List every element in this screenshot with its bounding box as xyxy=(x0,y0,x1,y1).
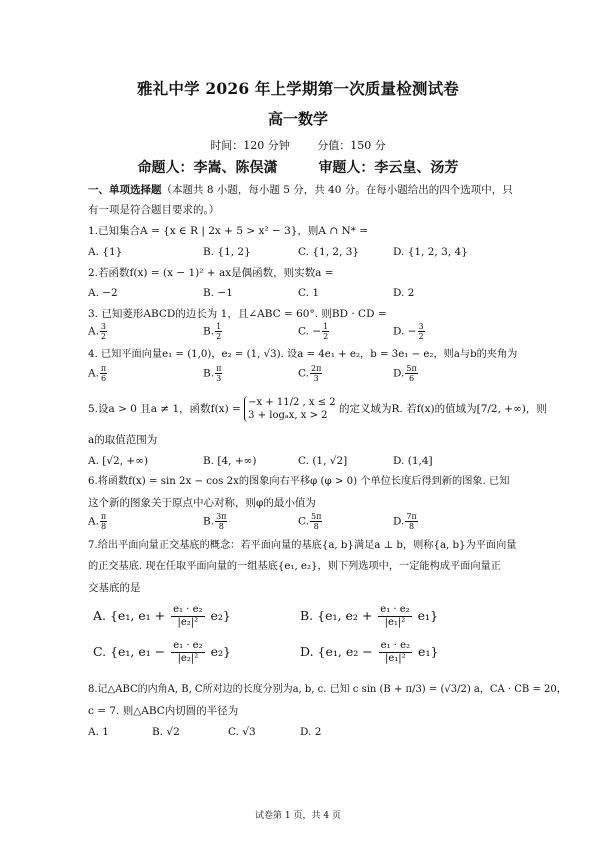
q7-a-num: e₁ · e₂ xyxy=(173,604,203,615)
q7-c-den: |e₂|² xyxy=(177,653,199,664)
q6-a-den: 8 xyxy=(101,522,107,531)
q4-b-den: 3 xyxy=(216,374,222,383)
q7-a-frac xyxy=(171,604,204,629)
q1-option-d: D. {1, 2, 3, 4} xyxy=(393,246,468,258)
q4-option-b xyxy=(203,364,223,383)
q7-b-frac xyxy=(378,604,411,629)
q4-stem: 4. 已知平面向量e₁ = (1,0)，e₂ = (1, √3). 设a = 4e₁ + e₂，b = 3e₁ − e₂，则a与b的夹角为 xyxy=(88,349,518,360)
q4-b-frac xyxy=(215,364,222,383)
q4-option-c xyxy=(298,364,323,383)
q6-a-num: π xyxy=(100,512,107,521)
q3-b-den: 2 xyxy=(216,332,222,341)
q3-d-label: D. − xyxy=(393,325,417,338)
q4-d-num: 5π xyxy=(406,364,417,373)
q7-d-frac xyxy=(379,640,412,665)
q4-a-den: 6 xyxy=(101,374,107,383)
q7-a-den: |e₂|² xyxy=(177,617,199,628)
q7-d-den: |e₁|² xyxy=(385,653,406,664)
q3-c-num: 1 xyxy=(323,322,329,331)
q7-stem-2: 的正交基底. 现在任取平面向量的一组基底{e₁, e₂}，则下列选项中，一定能构成平面向量正 xyxy=(88,561,501,572)
q7-stem-1: 7.给出平面向量正交基底的概念：若平面向量的基底{a, b}满足a ⊥ b，则称{a, b}为平面向量 xyxy=(88,540,517,551)
q8-option-b: B. √2 xyxy=(152,726,180,738)
q5-option-b: B. [4, +∞) xyxy=(203,455,257,467)
q6-a-frac xyxy=(100,512,107,531)
exam-title: 雅礼中学 2026 年上学期第一次质量检测试卷 xyxy=(136,79,460,98)
q5-option-c: C. (1, √2] xyxy=(298,455,348,467)
q6-b-label: B. xyxy=(203,515,215,528)
q3-c-frac xyxy=(322,322,329,341)
q7-c-frac xyxy=(171,640,204,665)
q5-stem-post: 的定义域为R. 若f(x)的值域为[7/2, +∞)，则 xyxy=(339,403,547,415)
q6-d-frac xyxy=(405,512,417,531)
section-heading-line xyxy=(88,183,518,197)
exam-setter: 命题人：李嵩、陈俣潇 xyxy=(137,160,278,176)
q7-d-post: e₁} xyxy=(418,644,439,659)
q5-case-2: 3 + logₐx, x > 2 xyxy=(248,410,328,421)
exam-subtitle: 高一数学 xyxy=(267,110,328,128)
q7-d-pre: D. {e₁, e₂ − xyxy=(300,644,373,659)
q7-option-c xyxy=(93,640,231,665)
section-desc-2: 有一项是符合题目要求的。） xyxy=(88,204,220,216)
q8-stem-1: 8.记△ABC的内角A, B, C所对边的长度分别为a, b, c. 已知 c sin (B + π/3) = (√3/2) a，CA · CB = 20， xyxy=(88,684,567,695)
q4-option-a xyxy=(88,364,108,383)
q6-a-label: A. xyxy=(88,515,99,528)
q2-option-a: A. −2 xyxy=(88,287,118,299)
q4-c-num: 2π xyxy=(311,364,322,373)
q3-a-frac xyxy=(100,322,107,341)
q3-a-label: A. xyxy=(88,325,99,338)
q5-stem-pre: 5.设a > 0 且a ≠ 1，函数f(x) = xyxy=(88,403,241,415)
exam-time: 时间：120 分钟 xyxy=(210,139,290,152)
q3-b-label: B. xyxy=(203,325,215,338)
q6-c-label: C. xyxy=(298,515,309,528)
q4-c-label: C. xyxy=(298,367,309,380)
q3-a-den: 2 xyxy=(100,332,107,341)
q4-d-frac xyxy=(405,364,417,383)
exam-authors xyxy=(0,157,596,177)
q4-c-frac xyxy=(310,364,322,383)
q3-option-d xyxy=(393,322,426,341)
q1-option-c: C. {1, 2, 3} xyxy=(298,246,360,258)
q3-d-num: 3 xyxy=(418,322,424,331)
exam-reviewer: 审题人：李云皇、汤芳 xyxy=(318,160,459,176)
q6-c-num: 5π xyxy=(311,512,322,521)
q6-b-num: 3π xyxy=(216,512,227,521)
q7-a-post: e₂} xyxy=(210,608,231,623)
q6-option-c xyxy=(298,512,323,531)
exam-score: 分值：150 分 xyxy=(317,139,386,152)
q7-b-den: |e₁|² xyxy=(384,617,406,628)
q7-c-pre: C. {e₁, e₁ − xyxy=(93,644,166,659)
q7-stem-3: 交基底的是 xyxy=(88,582,141,594)
q4-b-label: B. xyxy=(203,367,215,380)
q3-a-num: 3 xyxy=(100,322,107,331)
q4-option-d xyxy=(393,364,419,383)
q8-stem-2: c = 7. 则△ABC内切圆的半径为 xyxy=(88,705,239,717)
q5-piecewise xyxy=(244,396,336,422)
q3-c-den: 2 xyxy=(323,332,329,341)
q7-option-a xyxy=(93,604,231,629)
q3-option-b xyxy=(203,322,223,341)
q4-d-den: 6 xyxy=(409,374,415,383)
q7-option-b xyxy=(300,604,438,629)
q4-b-num: π xyxy=(216,364,222,373)
page-footer: 试卷第 1 页，共 4 页 xyxy=(255,811,341,821)
q3-c-label: C. − xyxy=(298,325,322,338)
q6-option-a xyxy=(88,512,108,531)
q7-c-post: e₂} xyxy=(210,644,231,659)
q2-stem: 2.若函数f(x) = (x − 1)² + ax是偶函数，则实数a = xyxy=(88,267,334,279)
q7-d-num: e₁ · e₂ xyxy=(380,640,411,651)
q6-d-num: 7π xyxy=(406,512,417,521)
q5-stem-2: a的取值范围为 xyxy=(88,434,158,446)
q2-option-c: C. 1 xyxy=(298,287,320,299)
q2-option-b: B. −1 xyxy=(203,287,233,299)
q6-d-den: 8 xyxy=(409,522,415,531)
q6-option-d xyxy=(393,512,419,531)
q4-a-frac xyxy=(100,364,107,383)
q3-b-frac xyxy=(215,322,222,341)
q1-option-b: B. {1, 2} xyxy=(203,246,251,258)
q3-b-num: 1 xyxy=(216,322,222,331)
q8-option-d: D. 2 xyxy=(300,726,322,738)
q4-d-label: D. xyxy=(393,367,405,380)
q1-stem: 1.已知集合A = {x ∈ R | 2x + 5 > x² − 3}，则A ∩ N* = xyxy=(88,225,369,237)
q6-stem-2: 这个新的图象关于原点中心对称，则φ的最小值为 xyxy=(88,497,316,509)
q2-option-d: D. 2 xyxy=(393,287,415,299)
q6-c-den: 8 xyxy=(313,522,319,531)
q6-d-label: D. xyxy=(393,515,405,528)
section-desc-1: （本题共 8 小题，每小题 5 分，共 40 分。在每小题给出的四个选项中，只 xyxy=(161,184,513,196)
q5-case-1: −x + 11/2 , x ≤ 2 xyxy=(248,397,336,408)
q4-a-num: π xyxy=(100,364,107,373)
q7-b-num: e₁ · e₂ xyxy=(380,604,410,615)
q7-option-d xyxy=(300,640,438,665)
q4-a-label: A. xyxy=(88,367,99,380)
q5-stem xyxy=(88,396,547,422)
q3-d-den: 2 xyxy=(418,332,424,341)
q3-d-frac xyxy=(418,322,425,341)
q5-option-a: A. [√2, +∞) xyxy=(88,455,149,467)
q8-option-a: A. 1 xyxy=(88,726,109,738)
section-heading: 一、单项选择题 xyxy=(88,184,162,196)
q6-c-frac xyxy=(310,512,322,531)
q7-a-pre: A. {e₁, e₁ + xyxy=(93,608,166,623)
q7-b-post: e₁} xyxy=(417,608,439,623)
q8-option-c: C. √3 xyxy=(228,726,256,738)
q4-c-den: 3 xyxy=(313,374,319,383)
q1-option-a: A. {1} xyxy=(88,246,123,258)
q3-stem: 3. 已知菱形ABCD的边长为 1，且∠ABC = 60°. 则BD · CD = xyxy=(88,308,387,320)
q6-option-b xyxy=(203,512,228,531)
q6-stem-1: 6.将函数f(x) = sin 2x − cos 2x的图象向右平移φ (φ > 0) 个单位长度后得到新的图象. 已知 xyxy=(88,476,510,487)
q6-b-frac xyxy=(215,512,227,531)
q6-b-den: 8 xyxy=(218,522,224,531)
q7-c-num: e₁ · e₂ xyxy=(173,640,203,651)
exam-meta xyxy=(0,137,596,153)
q7-b-pre: B. {e₁, e₂ + xyxy=(300,608,373,623)
q3-option-c xyxy=(298,322,330,341)
q3-option-a xyxy=(88,322,108,341)
q5-option-d: D. (1,4] xyxy=(393,455,433,467)
